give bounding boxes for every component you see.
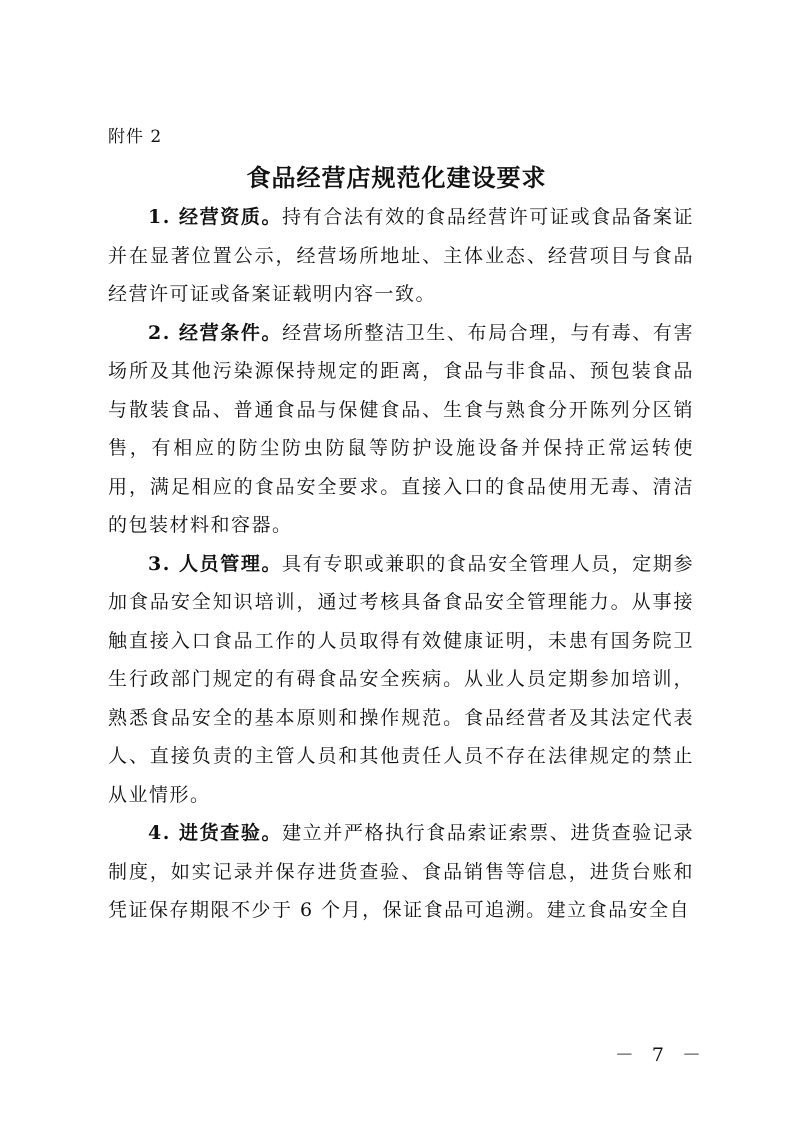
attachment-label: 附件 2 bbox=[108, 127, 163, 147]
section-paragraph bbox=[108, 545, 694, 815]
section-body: 持有合法有效的食品经营许可证或食品备案证并在显著位置公示，经营场所地址、主体业态、经营项目与食品经营许可证或备案证载明内容一致。 bbox=[108, 206, 694, 305]
section-heading: 4. 进货查验。 bbox=[148, 822, 283, 844]
section-paragraph bbox=[108, 814, 694, 930]
document-body bbox=[108, 198, 694, 930]
section-paragraph bbox=[108, 198, 694, 314]
page-number: － 7 － bbox=[614, 1044, 707, 1066]
section-heading: 2. 经营条件。 bbox=[148, 321, 283, 344]
section-body: 具有专职或兼职的食品安全管理人员，定期参加食品安全知识培训，通过考核具备食品安全管理能力。从事接触直接入口食品工作的人员取得有效健康证明，未患有国务院卫生行政部门规定的有碍食品安全疾病。从业人员定期参加培训，熟悉食品安全的基本原则和操作规范。食品经营者及其法定代表人、直接负责的主管人员和其他责任人员不存在法律规定的禁止从业情形。 bbox=[108, 552, 694, 806]
section-heading: 3. 人员管理。 bbox=[148, 552, 283, 575]
section-heading: 1. 经营资质。 bbox=[148, 206, 283, 228]
section-body: 经营场所整洁卫生、布局合理，与有毒、有害场所及其他污染源保持规定的距离，食品与非食品、预包装食品与散装食品、普通食品与保健食品、生食与熟食分开陈列分区销售，有相应的防尘防虫防鼠等防护设施设备并保持正常运转使用，满足相应的食品安全要求。直接入口的食品使用无毒、清洁的包装材料和容器。 bbox=[108, 321, 694, 536]
section-paragraph bbox=[108, 314, 694, 545]
document-title: 食品经营店规范化建设要求 bbox=[246, 163, 547, 192]
section-body: 建立并严格执行食品索证索票、进货查验记录制度，如实记录并保存进货查验、食品销售等信息，进货台账和凭证保存期限不少于 6 个月，保证食品可追溯。建立食品安全自 bbox=[108, 822, 694, 921]
